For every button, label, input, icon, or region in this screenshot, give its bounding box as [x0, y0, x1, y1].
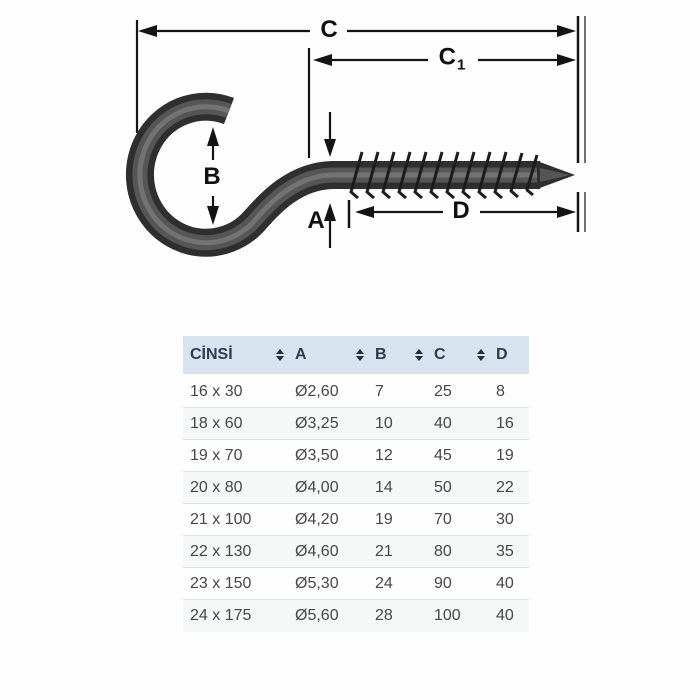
sort-icon	[477, 349, 485, 361]
column-header-a[interactable]	[288, 336, 368, 376]
cell-c: 90	[434, 574, 452, 592]
dim-label-b: B	[200, 165, 223, 189]
cell-c: 70	[434, 510, 452, 528]
cell-cinsi: 19 x 70	[190, 446, 243, 464]
cell-cinsi: 21 x 100	[190, 510, 252, 528]
column-header-c[interactable]	[427, 336, 489, 376]
dim-label-c: C	[317, 18, 340, 42]
cell-d: 19	[496, 446, 514, 464]
cell-b: 24	[375, 574, 393, 592]
hook-technical-diagram	[0, 0, 700, 330]
column-header-d[interactable]	[489, 336, 529, 376]
table-row	[183, 536, 529, 568]
cell-d: 16	[496, 414, 514, 432]
column-header-c-label: C	[434, 346, 446, 363]
table-row	[183, 472, 529, 504]
cell-b: 21	[375, 542, 393, 560]
cell-d: 40	[496, 574, 514, 592]
cell-c: 40	[434, 414, 452, 432]
cell-cinsi: 23 x 150	[190, 574, 252, 592]
cell-b: 28	[375, 606, 393, 624]
hook-diagram-drawing	[0, 0, 700, 330]
sort-icon	[276, 349, 284, 361]
sort-icon	[415, 349, 423, 361]
cell-d: 35	[496, 542, 514, 560]
cell-d: 22	[496, 478, 514, 496]
dim-label-c1	[436, 43, 469, 74]
table-row	[183, 600, 529, 632]
column-header-a-label: A	[295, 346, 307, 363]
table-row	[183, 504, 529, 536]
table-row	[183, 408, 529, 440]
cell-c: 80	[434, 542, 452, 560]
table-row	[183, 440, 529, 472]
cell-a: Ø4,00	[295, 478, 339, 496]
dim-label-c1-subscript: 1	[457, 56, 466, 74]
sort-icon	[356, 349, 364, 361]
cell-d: 40	[496, 606, 514, 624]
cell-a: Ø2,60	[295, 383, 339, 400]
cell-c: 45	[434, 446, 452, 464]
cell-a: Ø4,60	[295, 542, 339, 560]
cell-c: 50	[434, 478, 452, 496]
cell-b: 12	[375, 446, 393, 464]
spec-table-body	[183, 376, 529, 632]
cell-a: Ø5,60	[295, 606, 339, 624]
cell-cinsi: 20 x 80	[190, 478, 243, 496]
cell-a: Ø3,50	[295, 446, 339, 464]
dim-label-a: A	[307, 207, 325, 234]
dim-label-d: D	[449, 199, 472, 223]
cell-c: 100	[434, 606, 461, 624]
column-header-b[interactable]	[368, 336, 427, 376]
cell-cinsi: 22 x 130	[190, 542, 252, 560]
table-row	[183, 376, 529, 408]
column-header-b-label: B	[375, 346, 387, 363]
column-header-cinsi[interactable]	[183, 336, 288, 376]
column-header-cinsi-label: CİNSİ	[190, 346, 233, 363]
cell-d: 8	[496, 383, 505, 400]
cell-a: Ø4,20	[295, 510, 339, 528]
spec-table	[183, 336, 529, 632]
cell-cinsi: 16 x 30	[190, 383, 243, 400]
table-row	[183, 568, 529, 600]
spec-table-header	[183, 336, 529, 376]
cell-cinsi: 24 x 175	[190, 606, 252, 624]
cell-c: 25	[434, 383, 452, 400]
cell-b: 7	[375, 383, 384, 400]
dim-label-c1-base: C	[438, 43, 456, 71]
cell-b: 19	[375, 510, 393, 528]
cell-b: 14	[375, 478, 393, 496]
cell-d: 30	[496, 510, 514, 528]
cell-a: Ø5,30	[295, 574, 339, 592]
cell-cinsi: 18 x 60	[190, 414, 243, 432]
cell-b: 10	[375, 414, 393, 432]
right-extension-lines	[578, 16, 585, 232]
column-header-d-label: D	[496, 346, 508, 363]
cell-a: Ø3,25	[295, 414, 339, 432]
